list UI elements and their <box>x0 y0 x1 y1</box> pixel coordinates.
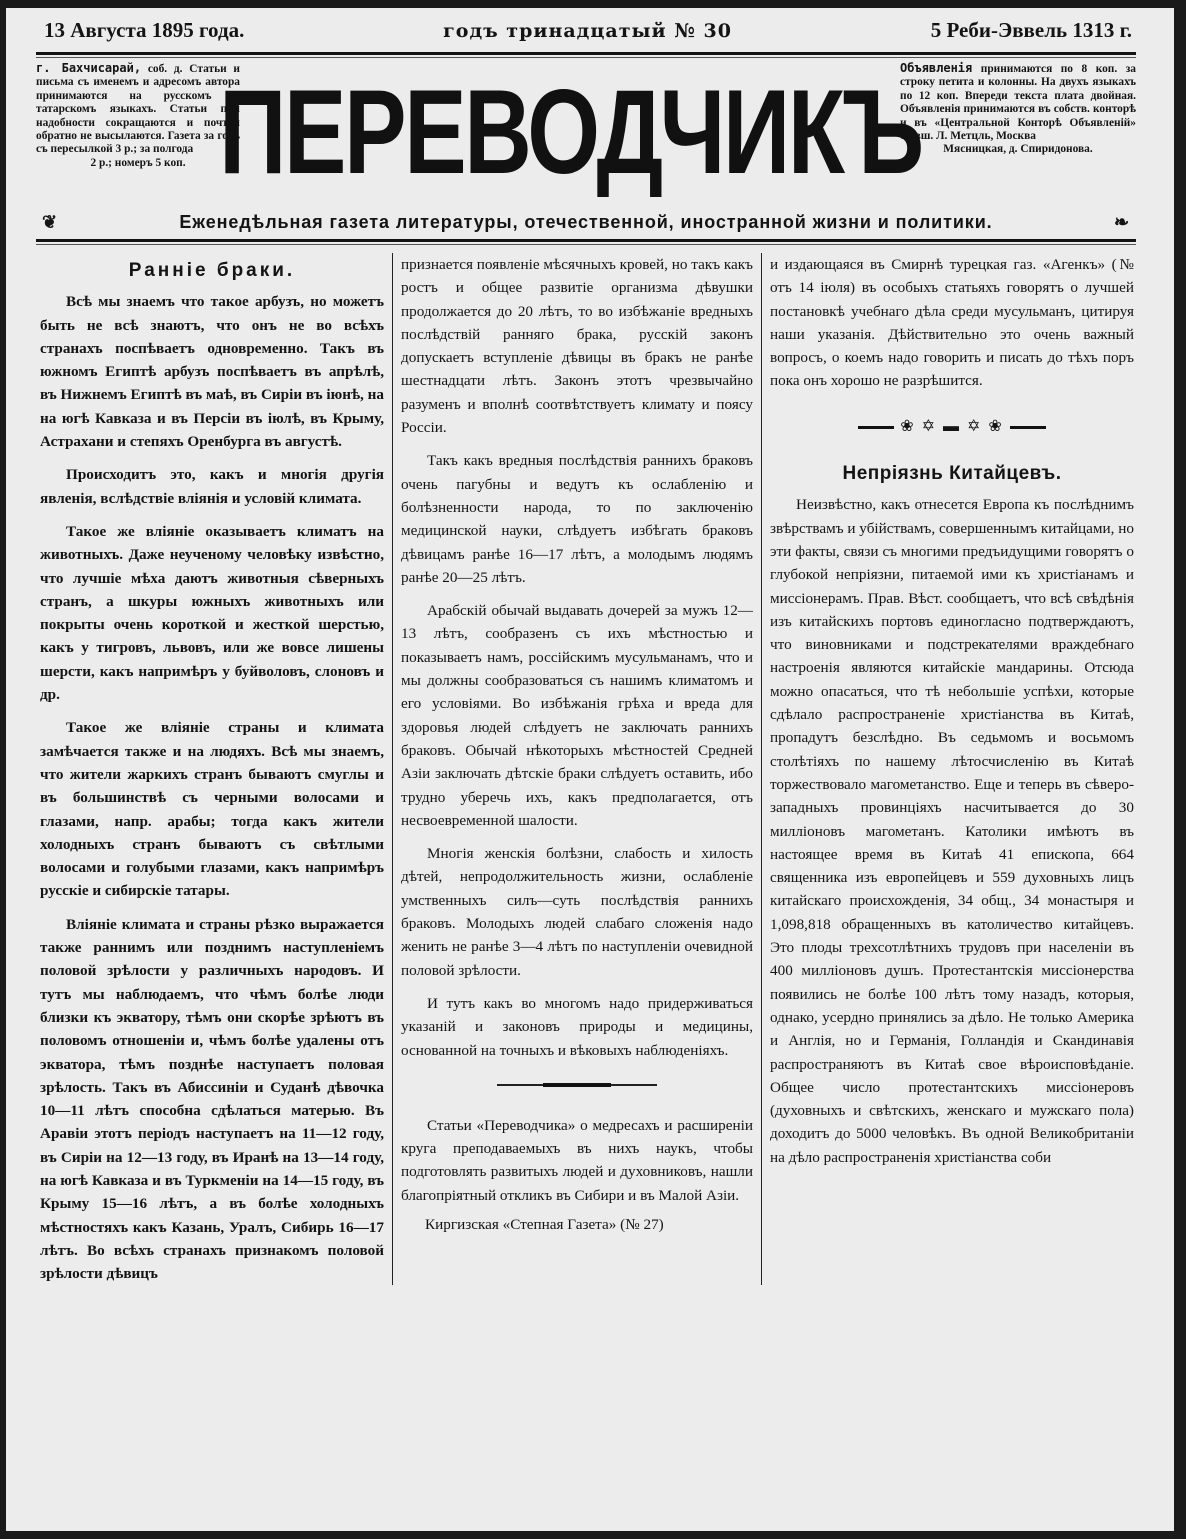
article-paragraph: Всѣ мы знаемъ что такое арбузъ, но можетъ быть не всѣ знаютъ, что онъ не во всѣхъ странахъ поспѣваетъ одновременно. Такъ въ южномъ Египтѣ арбузъ поспѣваетъ въ апрѣлѣ, въ Нижнемъ Египтѣ въ маѣ, въ Сиріи въ іюнѣ, на на югѣ Кавказа и въ Персіи въ іюлѣ, въ Крыму, Астрахани и степяхъ Оренбурга въ августѣ. <box>40 293 384 451</box>
editorial-terms: соб. д. Статьи и письма съ именемъ и адресомъ автора принимаются на русскомъ и татарскомъ языкахъ. Статьи при надобности сокращаются и почтой обратно не высылаются. Газета за годъ съ пересылкой 3 р.; за полгода <box>36 63 240 156</box>
article-paragraph: Арабскій обычай выдавать дочерей за мужъ 12—13 лѣтъ, сообразенъ съ ихъ мѣстностью и показываетъ намъ, россійскимъ мусульманамъ, что и мы должны сообразоваться съ нашимъ климатомъ и его условіями. Во избѣжанія грѣха и вреда для здоровья людей слѣдуетъ не заключать раннихъ браковъ. Обычай нѣкоторыхъ мѣстностей Средней Азіи заключать дѣтскіе браки слѣдуетъ оставить, ибо трудно уберечь ихъ, какъ предполагается, отъ несвоевременной шалости. <box>401 602 753 829</box>
newspaper-page <box>6 8 1174 1531</box>
issue-number: годъ тринадцатый № 30 <box>443 20 732 42</box>
article-columns <box>36 253 1136 1285</box>
article-paragraph: Такое же вліяніе оказываетъ климатъ на животныхъ. Даже неученому человѣку извѣстно, что лучшіе мѣха даютъ животныя сѣверныхъ странъ, а шкуры южныхъ животныхъ или покрыты очень короткой и жесткой шерстью, какъ у тигровъ, львовъ, или же вовсе лишены шерсти, какъ напримѣръ у буйволовъ, слоновъ и др. <box>40 522 384 704</box>
city-name: г. Бахчисарай, <box>36 61 142 75</box>
note-paragraph: Статьи «Переводчика» о медресахъ и расширеніи круга преподаваемыхъ въ нихъ наукъ, чтобы подготовлять развитыхъ людей и духовниковъ, нашли благопріятный откликъ въ Сибири и въ Малой Азіи. <box>401 1116 753 1204</box>
newspaper-title: ПЕРЕВОДЧИКЪ <box>218 65 922 199</box>
newspaper-subtitle: Еженедѣльная газета литературы, отечественной, иностранной жизни и политики. <box>179 212 993 232</box>
article-paragraph: Такъ какъ вредныя послѣдствія раннихъ браковъ очень пагубны и ведутъ къ ослабленію и болѣзненности народа, то по заключенію медицинской науки, слѣдуетъ избѣгать браковъ дѣвицамъ ранѣе 16—17 лѣтъ, а молодымъ людямъ ранѣе 20—25 лѣтъ. <box>401 452 753 586</box>
article-paragraph: Многія женскія болѣзни, слабость и хилость дѣтей, непродолжительность жизни, ослабленіе умственныхъ силъ—суть послѣдствія раннихъ браковъ. Молодыхъ людей слабаго сложенія надо женить не ранѣе 3—4 лѣтъ по наступленіи очевидной половой зрѣлости. <box>401 845 753 979</box>
editorial-address-block <box>36 62 240 170</box>
article-title-chinese-hostility: Непріязнь Китайцевъ. <box>842 463 1062 485</box>
column-2 <box>393 253 761 1285</box>
fleuron-right-icon: ❧ <box>1113 212 1130 232</box>
masthead-header-row <box>36 8 1136 52</box>
article-paragraph: признается появленіе мѣсячныхъ кровей, но такъ какъ ростъ и общее развитіе организма дѣвушки продолжается до 20 лѣтъ, то во избѣжаніе вредныхъ послѣдствій ранняго брака, русскій законъ допускаетъ вступленіе дѣвицы въ бракъ не ранѣе шестнадцати лѣтъ. Законъ этотъ чрезвычайно разуменъ и вполнѣ соотвѣтствуетъ климату и поясу Россіи. <box>401 256 753 437</box>
ads-office-address: Мясницкая, д. Спиридонова. <box>943 143 1093 156</box>
column-1 <box>36 253 392 1285</box>
article-divider <box>497 1084 657 1086</box>
article-title-early-marriages: Ранніе браки. <box>128 260 296 281</box>
issue-date: 13 Августа 1895 года. <box>44 18 245 42</box>
article-paragraph: Такое же вліяніе страны и климата замѣчается также и на людяхъ. Всѣ мы знаемъ, что жители жаркихъ странъ бываютъ смуглы и въ большинствѣ съ черными волосами и глазами, напр. арабы; тогда какъ жители холодныхъ странъ бываютъ съ свѣтлыми волосами и голубыми глазами, какъ напримѣръ русскіе и сибирскіе татары. <box>40 719 384 900</box>
note-continuation: и издающаяся въ Смирнѣ турецкая газ. «Агенкъ» (№ отъ 14 іюля) въ особыхъ статьяхъ говорятъ о лучшей постановкѣ учебнаго дѣла среди мусульманъ, цитируя наши указанія. Дѣйствительно это очень важный вопросъ, о коемъ надо говорить и писать до тѣхъ поръ пока онъ хорошо не разрѣшится. <box>770 256 1134 390</box>
newspaper-subtitle-row <box>36 206 1136 239</box>
column-3 <box>762 253 1136 1285</box>
article-paragraph: И тутъ какъ во многомъ надо придерживаться указаній и законовъ природы и медицины, основанной на точныхъ и вѣковыхъ наблюденіяхъ. <box>401 994 753 1059</box>
ads-heading: Объявленія <box>900 61 973 75</box>
hijri-date: 5 Реби-Эввель 1313 г. <box>930 18 1132 42</box>
newspaper-title-box <box>218 62 922 202</box>
subscription-price: 2 р.; номеръ 5 коп. <box>90 156 186 169</box>
ads-terms: принимаются по 8 коп. за строку петита и колонны. На двухъ языкахъ по 12 коп. Впереди текста плата двойная. Объявленія принимаются въ собств. конторѣ и въ «Центральной Конторѣ Объявленій» бывш. Л. Метцль, Москва <box>900 63 1136 143</box>
advertising-terms-block <box>900 62 1136 157</box>
subtitle-rule <box>36 239 1136 242</box>
fleuron-left-icon: ❦ <box>42 212 58 232</box>
article-paragraph: Происходитъ это, какъ и многія другія явленія, вслѣдствіе вліянія и условій климата. <box>40 466 384 507</box>
masthead <box>36 58 1136 206</box>
article-paragraph: Вліяніе климата и страны рѣзко выражается также раннимъ или позднимъ наступленіемъ половой зрѣлости у различныхъ народовъ. И тутъ мы наблюдаемъ, что чѣмъ болѣе люди близки къ экватору, тѣмъ они скорѣе зрѣютъ въ половомъ отношеніи и, чѣмъ болѣе удалены отъ экватора, тѣмъ позднѣе наступаетъ половая зрѣлость. Такъ въ Абиссиніи и Суданѣ дѣвочка 10—11 лѣтъ способна сдѣлаться матерью. Въ Аравіи этотъ періодъ наступаетъ на 11—12 году, въ Сиріи на 12—13 году, въ Иранѣ на 13—14 году, на югѣ Кавказа и въ Туркменіи на 14—15 году, въ Крыму 15—16 лѣтъ, а въ болѣе холодныхъ мѣстностяхъ какъ Казань, Уралъ, Сибирь 16—17 лѣтъ. Во всѣхъ странахъ признакомъ половой зрѣлости дѣвицъ <box>40 915 384 1283</box>
ornament-icon: ❀ ✡ ▬ ✡ ❀ <box>900 417 1004 435</box>
section-ornament <box>770 415 1134 438</box>
subtitle-rule-thin <box>36 244 1136 245</box>
note-source: Киргизская «Степная Газета» (№ 27) <box>425 1215 664 1233</box>
article-paragraph: Неизвѣстно, какъ отнесется Европа къ послѣднимъ звѣрствамъ и убійствамъ, совершеннымъ китайцами, но эти факты, связи съ многими предъидущими говорятъ о глубокой непріязни, питаемой ими къ христіанамъ и миссіонерамъ. Прав. Вѣст. сообщаетъ, что всѣ свѣдѣнія изъ китайскихъ портовъ единогласно подтверждаютъ, что виновниками и подстрекателями враждебнаго настроенія являются китайскіе мандарины. Отсюда можно опасаться, что тѣ небольшіе успѣхи, которые сдѣлало распространеніе христіанства въ Китаѣ, пропадутъ безслѣдно. Въ седьмомъ и восьмомъ столѣтіяхъ по нашему лѣтосчисленію въ Китаѣ торжествовало магометанство. Еще и теперь въ сѣверо-западныхъ провинціяхъ насчитывается до 30 милліоновъ магометанъ. Католики имѣютъ въ настоящее время въ Китаѣ 41 епископа, 664 священника изъ европейцевъ и 559 духовныхъ лицъ китайскаго происхожденія, 34 общ., 34 монастыря и 1,098,818 обращенныхъ въ католичество китайцевъ. Это плоды трехсотлѣтнихъ трудовъ при населеніи въ 400 милліоновъ душъ. Протестантскія миссіонерства появились не болѣе 100 лѣтъ тому назадъ, которыя, однако, усердно принялись за дѣло. Не только Америка и Англія, но и Германія, Голландія и Скандинавія распространяютъ въ Китаѣ свое вѣроисповѣданіе. Общее число протестантскихъ миссіонеровъ (духовныхъ и свѣтскихъ, женскаго и мужскаго пола) доходитъ до 5000 человѣкъ. Въ одной Великобританіи на дѣло распространенія христіанства соби <box>770 496 1134 1166</box>
masthead-rule <box>36 52 1136 55</box>
